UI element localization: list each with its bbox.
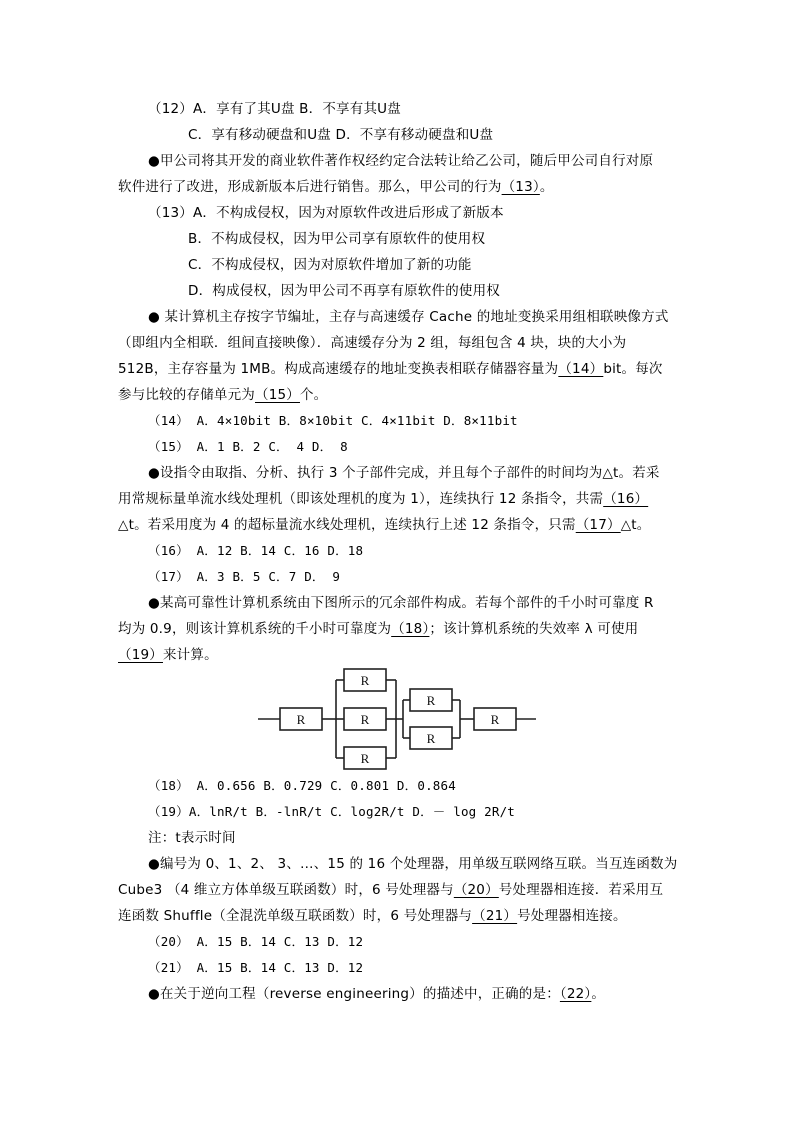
q16-options: （16） A．12 B．14 C．16 D．18 bbox=[148, 543, 364, 558]
q20-stem-suffix: 号处理器相连接．若采用互 bbox=[498, 882, 664, 898]
q12-options-line1: （12）A．享有了其U盘 B．不享有其U盘 bbox=[148, 101, 401, 117]
q21-stem-line bbox=[118, 907, 627, 925]
period: 。 bbox=[539, 179, 554, 195]
q19-stem-line bbox=[118, 646, 218, 664]
redundancy-block-diagram bbox=[258, 668, 538, 772]
component-r: R bbox=[426, 731, 436, 746]
q15-stem-text: 参与比较的存储单元为 bbox=[118, 387, 255, 403]
q15-stem-suffix: 个。 bbox=[299, 387, 328, 403]
blank-14: （14） bbox=[558, 361, 604, 377]
q13-stem-line2 bbox=[118, 178, 554, 196]
q18-stem-text: 均为 0.9，则该计算机系统的千小时可靠度为 bbox=[118, 621, 392, 637]
q20-stem-text: Cube3 （4 维立方体单级互联函数）时，6 号处理器与 bbox=[118, 882, 454, 898]
blank-21: （21） bbox=[472, 908, 518, 924]
q14-stem-line2: （即组内全相联．组间直接映像）．高速缓存分为 2 组，每组包含 4 块，块的大小为 bbox=[118, 335, 627, 351]
q20-options: （20） A．15 B．14 C．13 D．12 bbox=[148, 934, 364, 949]
blank-13: （13） bbox=[501, 179, 540, 195]
q21-options: （21） A．15 B．14 C．13 D．12 bbox=[148, 960, 364, 975]
q17-stem-text: △t。若采用度为 4 的超标量流水线处理机，连续执行上述 12 条指令，只需 bbox=[118, 517, 576, 533]
q20-stem-line2 bbox=[118, 881, 663, 899]
q19-note: 注：t表示时间 bbox=[148, 830, 236, 846]
period: 。 bbox=[591, 986, 606, 1002]
component-r: R bbox=[490, 712, 500, 727]
q19-stem-text: ；该计算机系统的失效率 λ 可使用 bbox=[429, 621, 639, 637]
blank-15: （15） bbox=[255, 387, 300, 403]
q16-stem-line1: ●设指令由取指、分析、执行 3 个子部件完成，并且每个子部件的时间均为△t。若采 bbox=[148, 465, 660, 481]
q21-stem-text: 连函数 Shuffle（全混洗单级互联函数）时，6 号处理器与 bbox=[118, 908, 473, 924]
blank-17: （17） bbox=[575, 517, 621, 533]
blank-18: （18） bbox=[391, 621, 430, 637]
blank-19: （19） bbox=[118, 647, 163, 663]
q14-stem-line3 bbox=[118, 360, 663, 378]
q13-option-a: （13）A．不构成侵权，因为对原软件改进后形成了新版本 bbox=[148, 205, 504, 221]
q14-stem-line1: ● 某计算机主存按字节编址，主存与高速缓存 Cache 的地址变换采用组相联映像方式 bbox=[148, 309, 669, 325]
q21-stem-suffix: 号处理器相连接。 bbox=[517, 908, 627, 924]
q17-stem-line bbox=[118, 516, 650, 534]
component-r: R bbox=[426, 693, 436, 708]
blank-22: （22） bbox=[559, 986, 592, 1002]
q13-stem-text: 软件进行了改进，形成新版本后进行销售。那么，甲公司的行为 bbox=[118, 179, 502, 195]
component-r: R bbox=[296, 712, 306, 727]
component-r: R bbox=[360, 712, 370, 727]
q13-stem-line1: ●甲公司将其开发的商业软件著作权经约定合法转让给乙公司，随后甲公司自行对原 bbox=[148, 153, 654, 169]
q15-options: （15） A．1 B．2 C． 4 D． 8 bbox=[148, 439, 348, 454]
q13-option-b: B．不构成侵权，因为甲公司享有原软件的使用权 bbox=[188, 231, 486, 247]
component-r: R bbox=[360, 673, 370, 688]
q16-stem-line2 bbox=[118, 490, 648, 508]
blank-20: （20） bbox=[453, 882, 499, 898]
q22-stem-line bbox=[148, 985, 605, 1003]
q19-stem-suffix: 来计算。 bbox=[162, 647, 218, 663]
q12-options-line2: C．享有移动硬盘和U盘 D．不享有移动硬盘和U盘 bbox=[188, 127, 494, 143]
q20-stem-line1: ●编号为 0、1、2、 3、…、15 的 16 个处理器，用单级互联网络互联。当互连函数为 bbox=[148, 856, 678, 872]
q14-options: （14） A．4×10bit B．8×10bit C．4×11bit D．8×11bit bbox=[148, 413, 518, 428]
blank-16: （16） bbox=[603, 491, 649, 507]
q17-stem-suffix: △t。 bbox=[620, 517, 651, 533]
q17-options: （17） A．3 B．5 C．7 D． 9 bbox=[148, 569, 341, 584]
q16-stem-text: 用常规标量单流水线处理机（即该处理机的度为 1），连续执行 12 条指令，共需 bbox=[118, 491, 604, 507]
component-r: R bbox=[360, 751, 370, 766]
q22-stem-text: ●在关于逆向工程（reverse engineering）的描述中，正确的是： bbox=[148, 986, 560, 1002]
q18-options: （18） A．0.656 B．0.729 C．0.801 D．0.864 bbox=[148, 778, 456, 793]
q14-stem-suffix: bit。每次 bbox=[603, 361, 663, 377]
q18-stem-line2 bbox=[118, 620, 638, 638]
q15-stem-line bbox=[118, 386, 327, 404]
q14-stem-text: 512B，主存容量为 1MB。构成高速缓存的地址变换表相联存储器容量为 bbox=[118, 361, 559, 377]
q13-option-c: C．不构成侵权，因为对原软件增加了新的功能 bbox=[188, 257, 472, 273]
q19-options: （19）A．lnR/t B．-lnR/t C．log2R/t D．－ log 2R/t bbox=[148, 804, 516, 819]
q18-stem-line1: ●某高可靠性计算机系统由下图所示的冗余部件构成。若每个部件的千小时可靠度 R bbox=[148, 595, 654, 611]
q13-option-d: D．构成侵权，因为甲公司不再享有原软件的使用权 bbox=[188, 283, 500, 299]
